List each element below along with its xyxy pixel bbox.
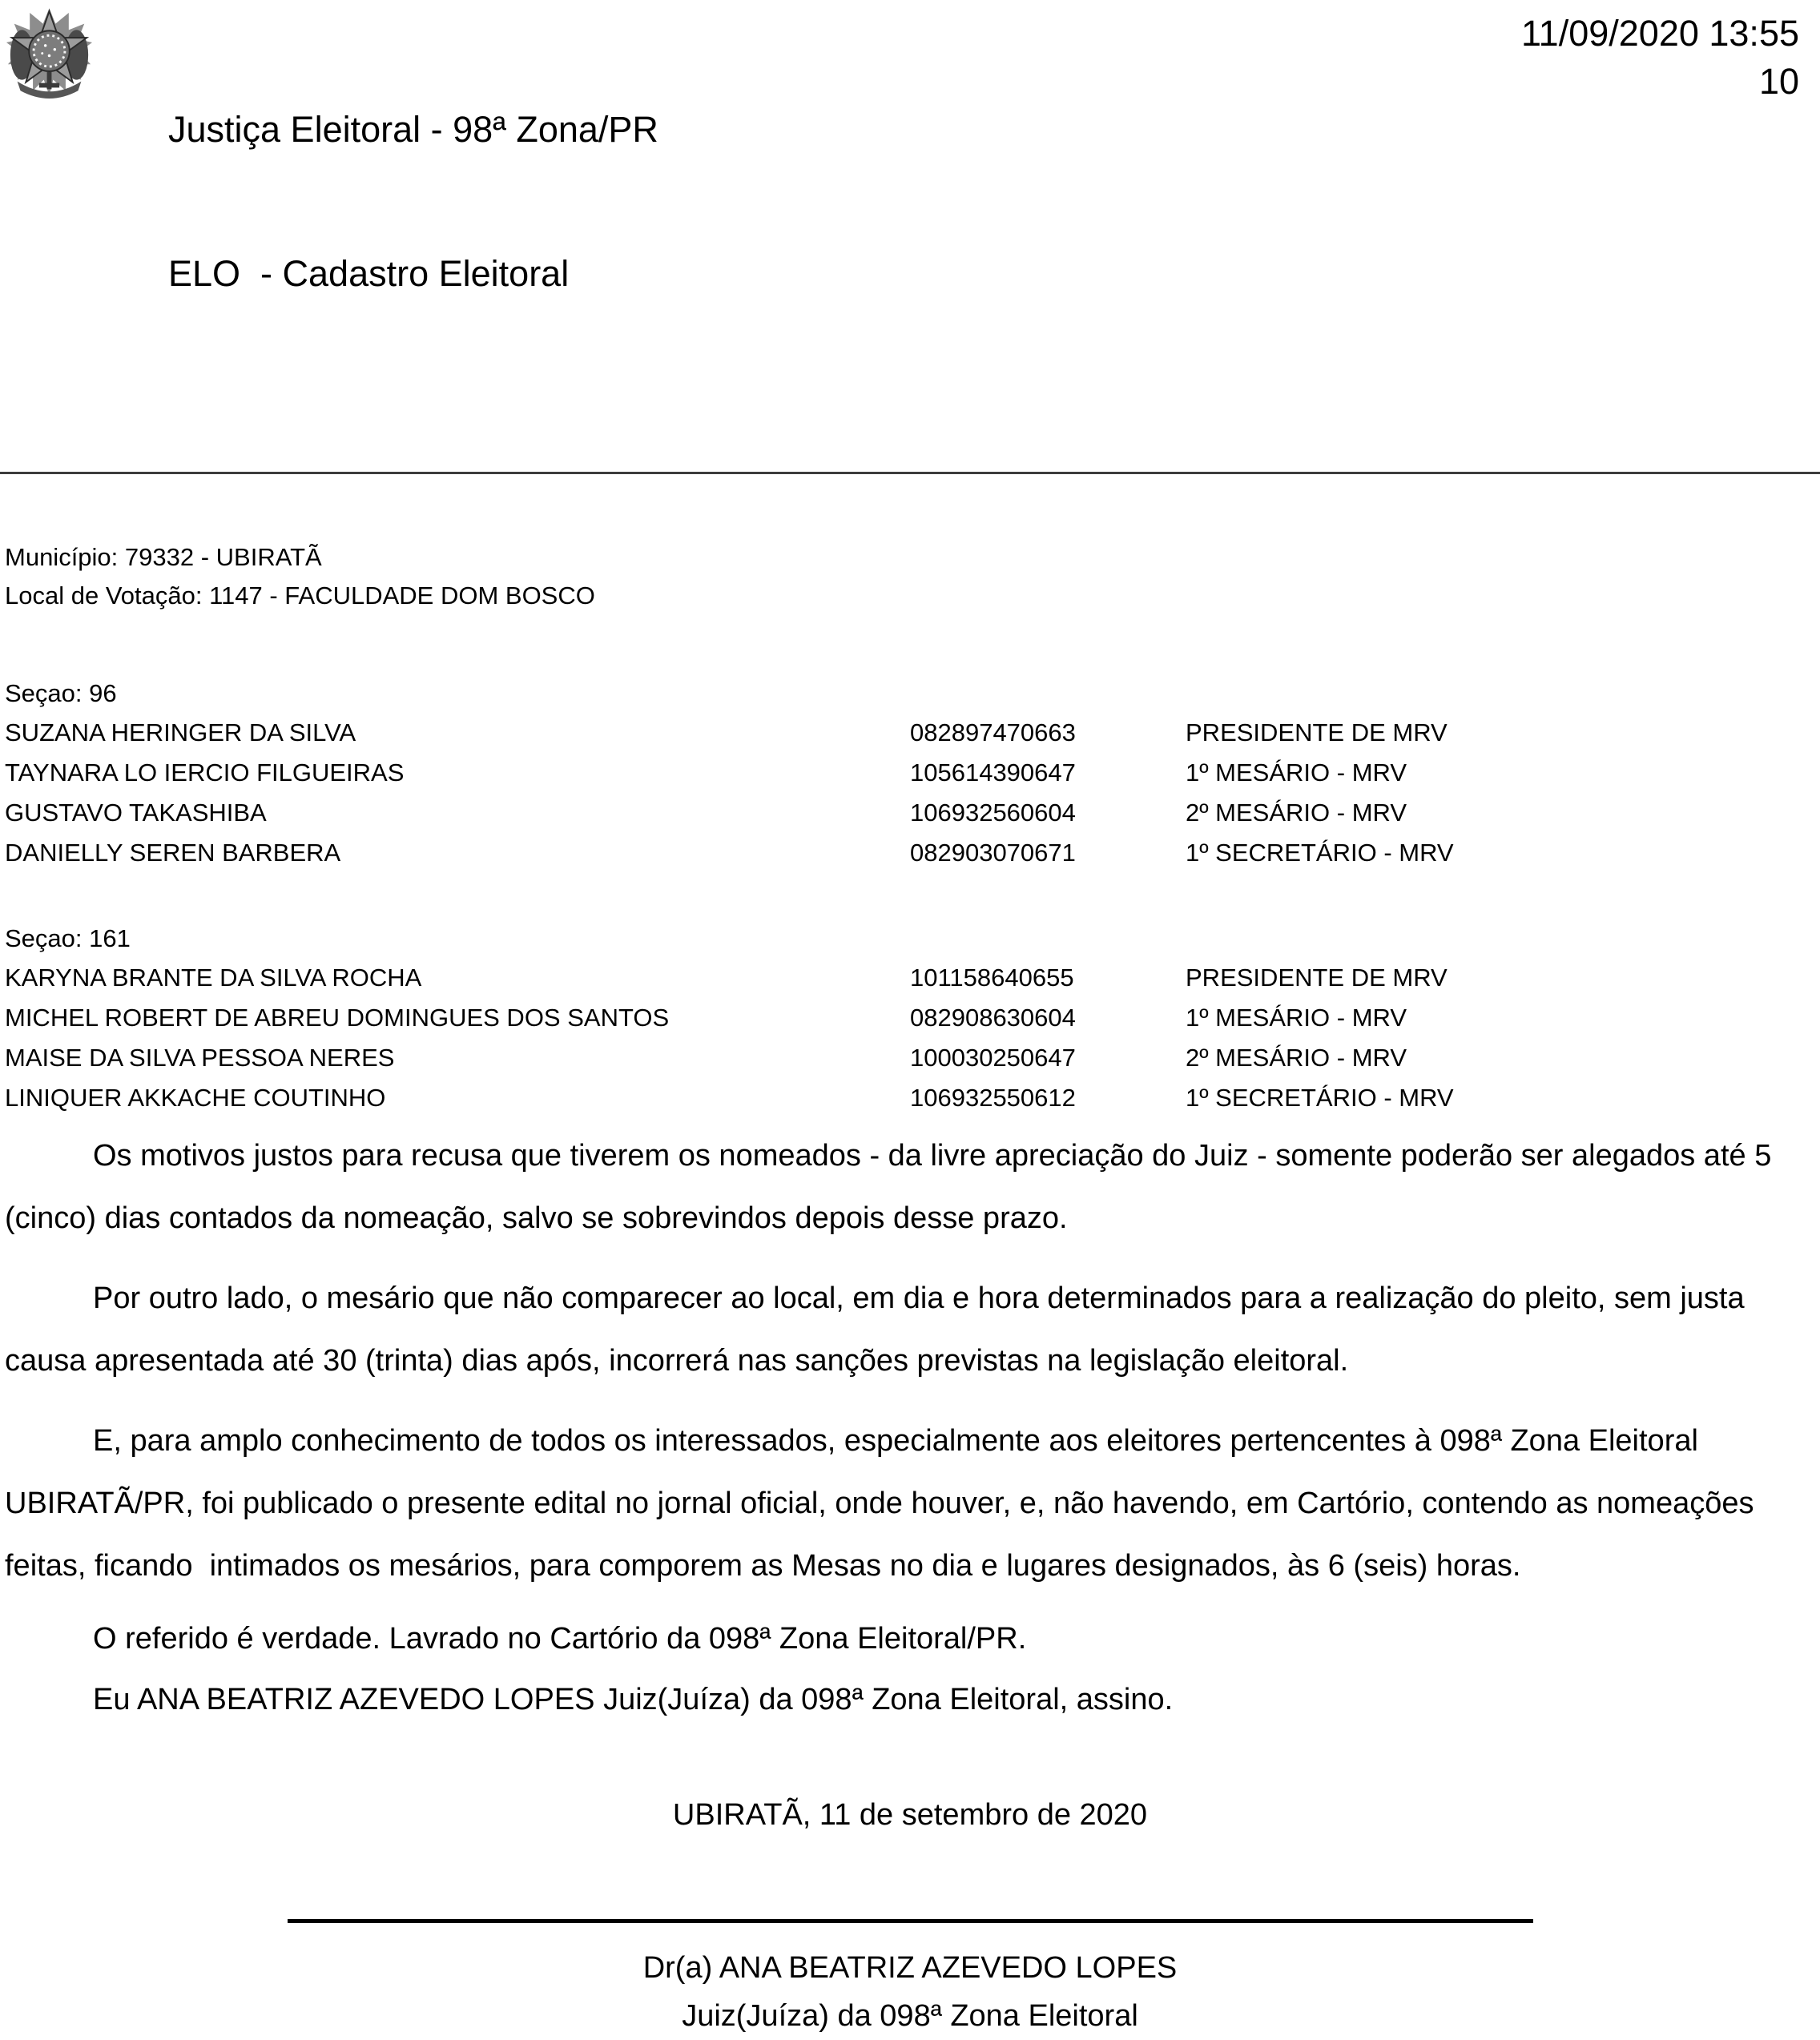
member-role: 1º MESÁRIO - MRV bbox=[1186, 1004, 1407, 1032]
member-name: TAYNARA LO IERCIO FILGUEIRAS bbox=[5, 758, 405, 787]
paragraph-conhecimento: E, para amplo conhecimento de todos os interessados, especialmente aos eleitores pertencentes à 098ª Zona Eleitoral UBIRATÃ/PR, foi publicado o presente edital no jornal oficial, onde houver, e, não havendo, em Cartório, contendo as nomeações feitas, ficando intimados os mesários, para comporem as Mesas no dia e lugares designados, às 6 (seis) horas. bbox=[5, 1424, 1763, 1583]
brazil-coat-of-arms-icon bbox=[6, 6, 92, 107]
table-row bbox=[5, 753, 1815, 793]
section-161 bbox=[5, 919, 1815, 1118]
local-votacao-line: Local de Votação: 1147 - FACULDADE DOM BOSCO bbox=[5, 581, 595, 610]
member-number: 082897470663 bbox=[910, 718, 1076, 746]
closing-block bbox=[5, 1608, 1815, 1730]
table-row bbox=[5, 1038, 1815, 1078]
dateline: UBIRATÃ, 11 de setembro de 2020 bbox=[672, 1798, 1148, 1832]
member-number: 082903070671 bbox=[910, 839, 1076, 867]
member-role: 1º SECRETÁRIO - MRV bbox=[1186, 1084, 1454, 1112]
member-name: GUSTAVO TAKASHIBA bbox=[5, 799, 267, 827]
header-titles bbox=[168, 6, 658, 394]
section-label: Seçao: 161 bbox=[5, 924, 131, 952]
signature-title: Juiz(Juíza) da 098ª Zona Eleitoral bbox=[682, 1999, 1138, 2033]
member-number: 101158640655 bbox=[910, 964, 1074, 992]
member-number: 105614390647 bbox=[910, 758, 1076, 787]
member-role: 2º MESÁRIO - MRV bbox=[1186, 1044, 1407, 1072]
paragraph-sancoes: Por outro lado, o mesário que não comparecer ao local, em dia e hora determinados para a realização do pleito, sem justa causa apresentada até 30 (trinta) dias após, incorrerá nas sanções previstas na legislação eleitoral. bbox=[5, 1282, 1754, 1378]
signature-block bbox=[5, 1919, 1815, 2040]
member-name: MICHEL ROBERT DE ABREU DOMINGUES DOS SANTOS bbox=[5, 1004, 670, 1032]
member-number: 106932560604 bbox=[910, 799, 1076, 827]
header-page-number: 10 bbox=[1758, 61, 1799, 102]
page-title: Justiça Eleitoral - 98ª Zona/PR bbox=[168, 109, 658, 150]
member-name: KARYNA BRANTE DA SILVA ROCHA bbox=[5, 964, 422, 992]
table-row bbox=[5, 998, 1815, 1038]
member-name: LINIQUER AKKACHE COUTINHO bbox=[5, 1084, 386, 1112]
member-role: 1º MESÁRIO - MRV bbox=[1186, 758, 1407, 787]
member-number: 082908630604 bbox=[910, 1004, 1076, 1032]
header-meta bbox=[1521, 6, 1799, 106]
member-name: MAISE DA SILVA PESSOA NERES bbox=[5, 1044, 395, 1072]
table-row bbox=[5, 833, 1815, 873]
member-name: SUZANA HERINGER DA SILVA bbox=[5, 718, 356, 746]
section-96 bbox=[5, 674, 1815, 873]
signature-name: Dr(a) ANA BEATRIZ AZEVEDO LOPES bbox=[642, 1951, 1178, 1985]
closing-line-1: O referido é verdade. Lavrado no Cartório da 098ª Zona Eleitoral/PR. bbox=[93, 1622, 1027, 1656]
closing-line-2: Eu ANA BEATRIZ AZEVEDO LOPES Juiz(Juíza) da 098ª Zona Eleitoral, assino. bbox=[93, 1683, 1174, 1716]
member-number: 100030250647 bbox=[910, 1044, 1076, 1072]
signature-line bbox=[288, 1919, 1533, 1923]
page-subtitle: ELO - Cadastro Eleitoral bbox=[168, 253, 570, 294]
paragraph-recusa: Os motivos justos para recusa que tiverem os nomeados - da livre apreciação do Juiz - somente poderão ser alegados até 5 (cinco) dias contados da nomeação, salvo se sobrevindos depois desse prazo. bbox=[5, 1139, 1780, 1235]
member-role: 2º MESÁRIO - MRV bbox=[1186, 799, 1407, 827]
member-name: DANIELLY SEREN BARBERA bbox=[5, 839, 341, 867]
member-number: 106932550612 bbox=[910, 1084, 1076, 1112]
page-header bbox=[0, 0, 1820, 394]
municipio-line: Município: 79332 - UBIRATÃ bbox=[5, 543, 322, 571]
table-row bbox=[5, 793, 1815, 833]
member-role: PRESIDENTE DE MRV bbox=[1186, 964, 1448, 992]
section-label: Seçao: 96 bbox=[5, 679, 117, 707]
member-role: PRESIDENTE DE MRV bbox=[1186, 718, 1448, 746]
header-divider bbox=[0, 472, 1820, 474]
table-row bbox=[5, 1078, 1815, 1118]
table-row bbox=[5, 958, 1815, 998]
table-row bbox=[5, 713, 1815, 753]
document-body bbox=[0, 538, 1820, 2040]
header-datetime: 11/09/2020 13:55 bbox=[1521, 13, 1799, 54]
member-role: 1º SECRETÁRIO - MRV bbox=[1186, 839, 1454, 867]
